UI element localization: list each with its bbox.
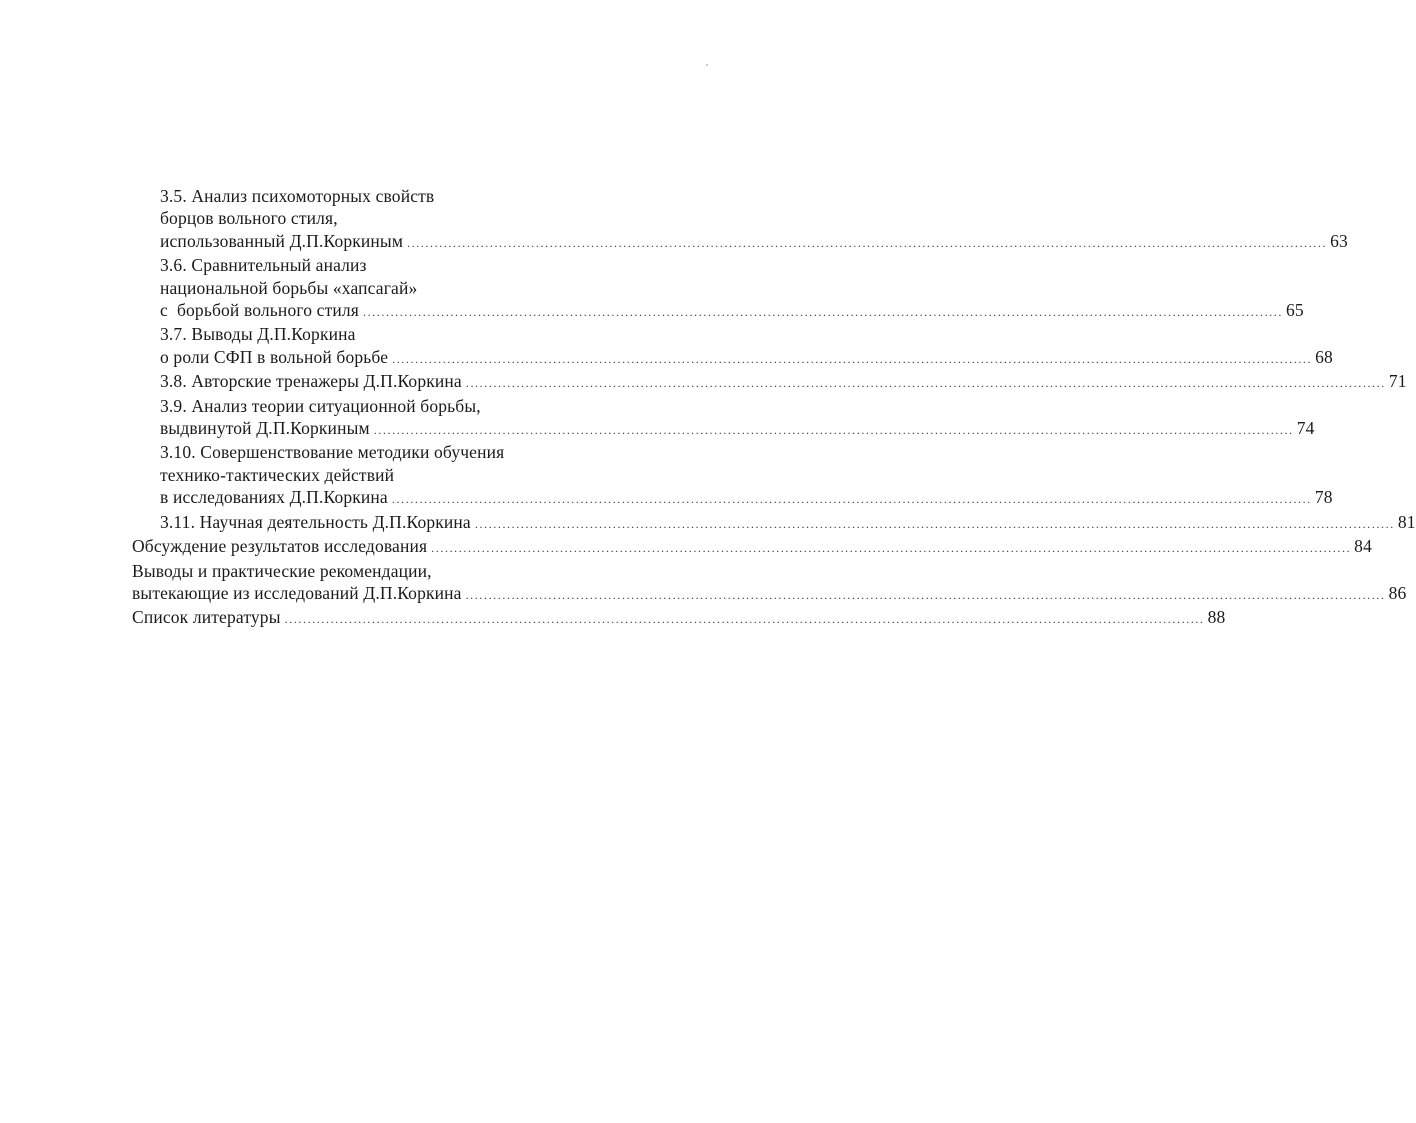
toc-entry-text: о роли СФП в вольной борьбе (160, 346, 389, 367)
toc-entry-3-8[interactable] (160, 370, 1407, 394)
toc-page-number: 88 (1207, 607, 1226, 628)
toc-entry-discussion[interactable] (132, 535, 1372, 559)
toc-entry-3-11[interactable] (160, 511, 1416, 535)
dot-leader: ........................................................................................................................................................................................................ (391, 492, 1312, 507)
toc-entry-text: Обсуждение результатов исследования (132, 536, 428, 557)
toc-entry-3-7[interactable] (160, 323, 1333, 370)
toc-page-number: 74 (1296, 418, 1315, 439)
toc-page-number: 65 (1285, 300, 1304, 321)
dot-leader: ........................................................................................................................................................................................................ (431, 541, 1352, 556)
toc-page-number: 81 (1397, 511, 1416, 532)
toc-entry-text: 3.11. Научная деятельность Д.П.Коркина (160, 511, 471, 532)
toc-entry-text: 3.8. Авторские тренажеры Д.П.Коркина (160, 371, 462, 392)
toc-entry-text: с борьбой вольного стиля (160, 300, 359, 321)
toc-page-number: 63 (1330, 230, 1348, 251)
toc-entry-text: борцов вольного стиля, (160, 208, 338, 229)
dot-leader: ........................................................................................................................................................................................................ (407, 235, 1328, 250)
toc-entry-text: вытекающие из исследований Д.П.Коркина (132, 582, 462, 603)
toc-entry-text: Список литературы (132, 607, 281, 628)
toc-entry-references[interactable] (132, 606, 1226, 630)
toc-entry-text: национальной борьбы «хапсагай» (160, 277, 418, 298)
toc-entry-text: 3.6. Сравнительный анализ (160, 255, 367, 276)
toc-entry-3-5[interactable] (160, 185, 1348, 254)
toc-entry-text: использованный Д.П.Коркиным (160, 230, 404, 251)
toc-entry-text: 3.10. Совершенствование методики обучения (160, 442, 505, 463)
toc-entry-text: 3.7. Выводы Д.П.Коркина (160, 324, 356, 345)
toc-entry-text: 3.9. Анализ теории ситуационной борьбы, (160, 395, 481, 416)
toc-entry-conclusions[interactable] (132, 560, 1407, 607)
toc-entry-text: технико-тактических действий (160, 464, 395, 485)
dot-leader: ........................................................................................................................................................................................................ (465, 376, 1386, 391)
table-of-contents (132, 185, 1416, 631)
toc-entry-3-9[interactable] (160, 395, 1315, 442)
toc-entry-text: Выводы и практические рекомендации, (132, 560, 432, 581)
toc-page-number: 78 (1314, 487, 1333, 508)
toc-entry-3-6[interactable] (160, 254, 1304, 323)
dot-leader: ........................................................................................................................................................................................................ (465, 587, 1386, 602)
scan-speck (706, 64, 708, 66)
toc-page-number: 71 (1388, 371, 1407, 392)
dot-leader: ........................................................................................................................................................................................................ (392, 351, 1313, 366)
dot-leader: ........................................................................................................................................................................................................ (373, 423, 1294, 438)
toc-entry-text: 3.5. Анализ психомоторных свойств (160, 186, 435, 206)
toc-page-number: 68 (1315, 346, 1333, 367)
toc-page-number: 84 (1354, 536, 1372, 557)
dot-leader: ........................................................................................................................................................................................................ (362, 305, 1283, 320)
dot-leader: ........................................................................................................................................................................................................ (474, 516, 1395, 531)
toc-entry-text: в исследованиях Д.П.Коркина (160, 487, 388, 508)
toc-entry-3-10[interactable] (160, 441, 1333, 510)
toc-page-number: 86 (1388, 582, 1407, 603)
toc-entry-text: выдвинутой Д.П.Коркиным (160, 418, 370, 439)
dot-leader: ........................................................................................................................................................................................................ (284, 612, 1205, 627)
